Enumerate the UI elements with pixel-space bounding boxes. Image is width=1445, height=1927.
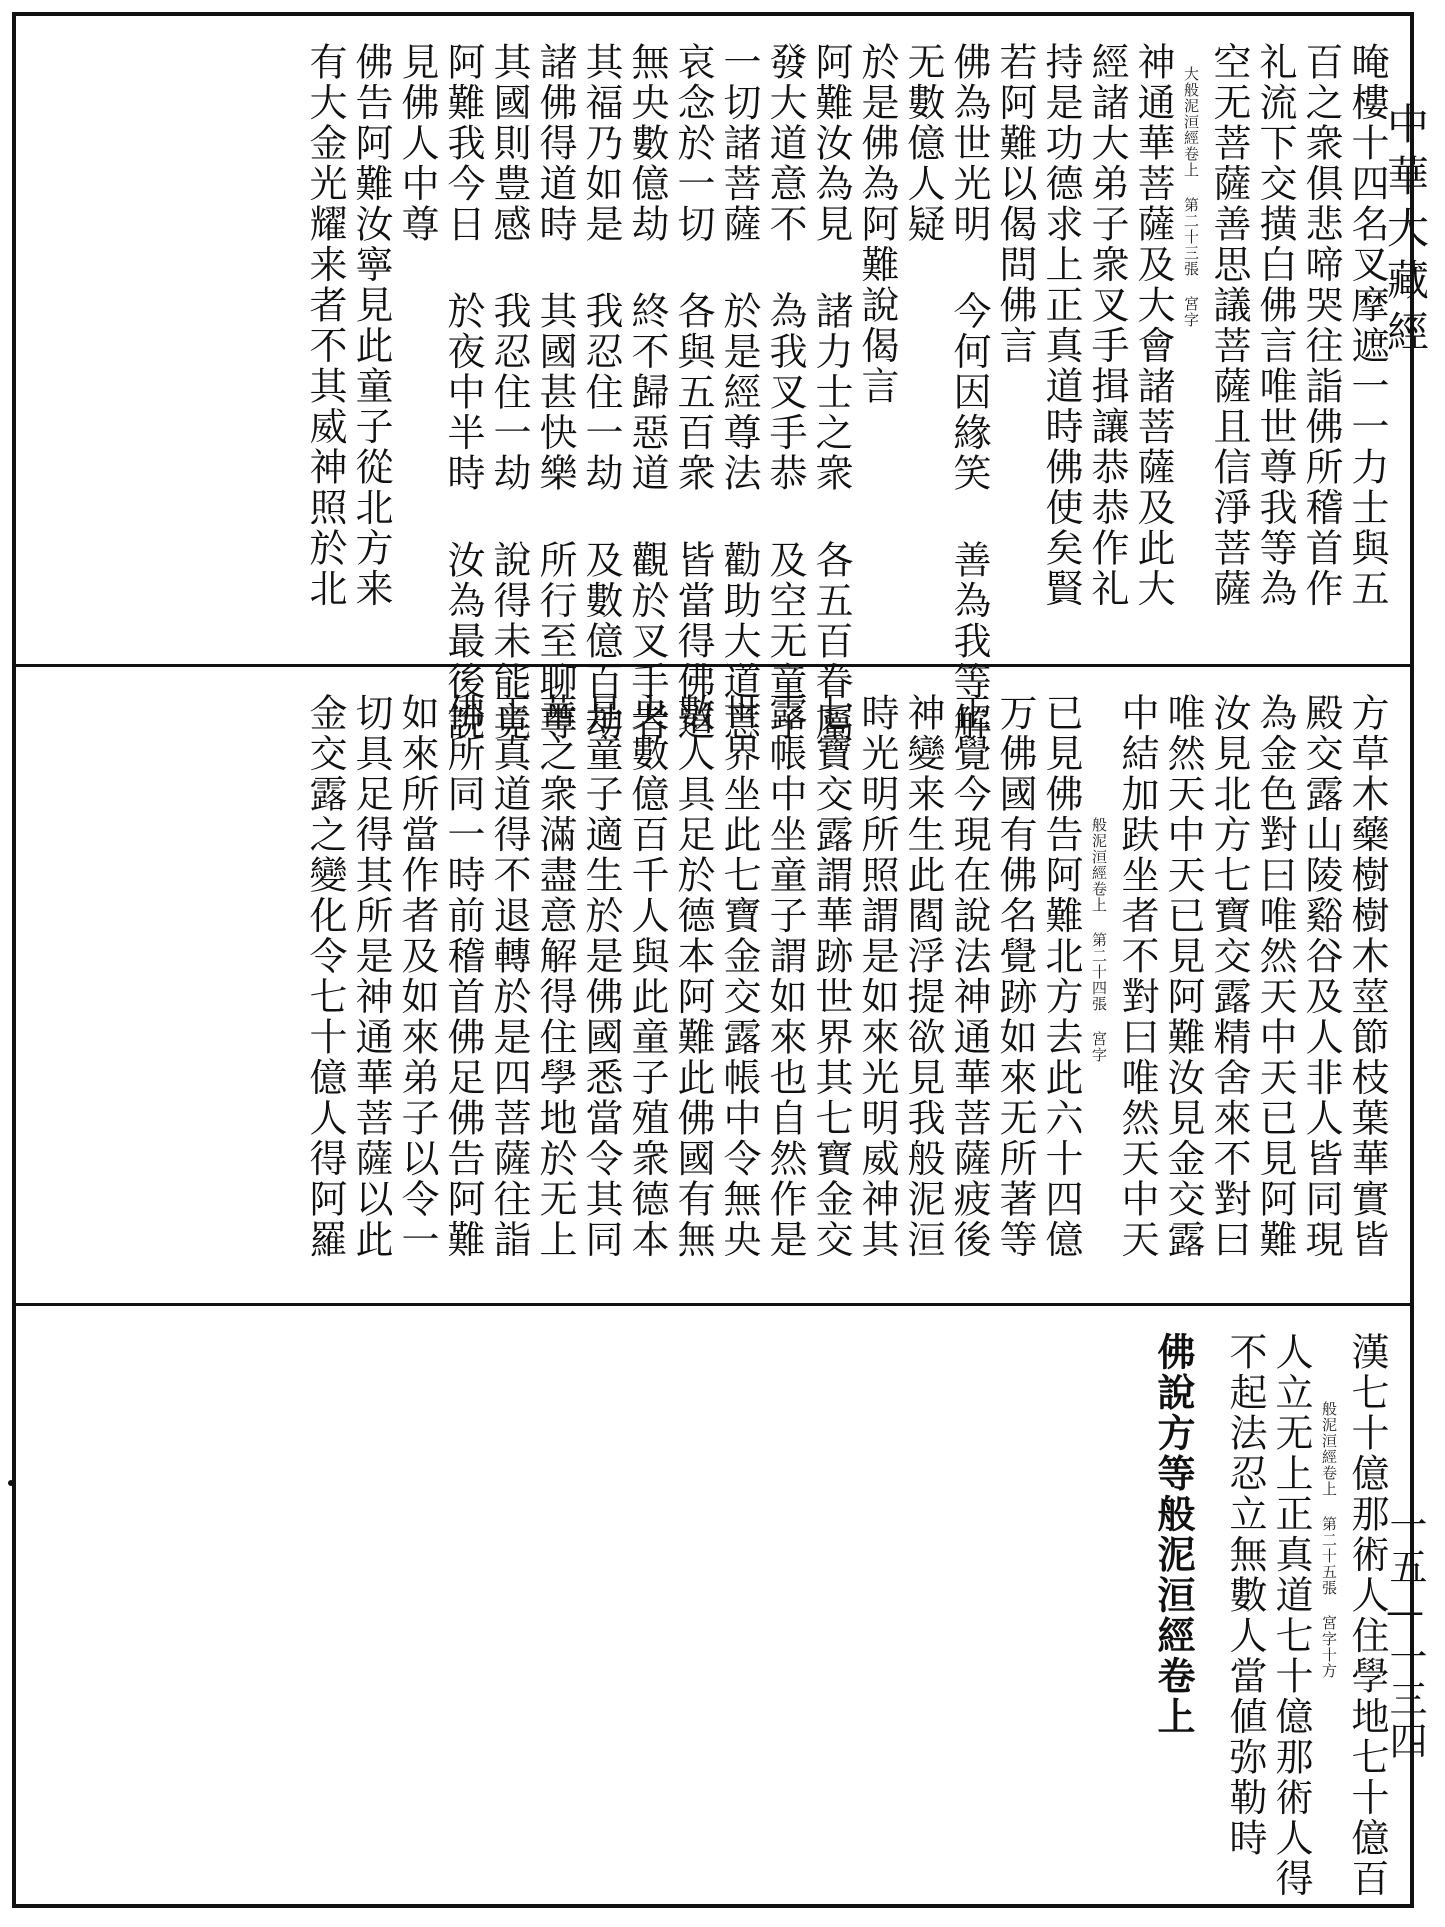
text-column: 於是佛為阿難說偈言 [855, 42, 899, 407]
text-column: 為金色對曰唯然天中天已見阿難 [1253, 693, 1297, 1260]
text-column: 無央數億劫 終不歸惡道 觀於叉手者 [625, 42, 669, 743]
text-column: 一切諸菩薩 於是經尊法 勸助大道意 [717, 42, 761, 743]
text-column: 露帳中坐童子謂如來也自然作是 [763, 693, 807, 1260]
text-column: 正覺今現在說法神通華菩薩疲後 [947, 693, 991, 1260]
text-column: 已見佛告阿難北方去此六十四億 [1039, 693, 1083, 1260]
scripture-title: 佛說方等般泥洹經卷上 [1151, 1332, 1196, 1737]
text-column: 汝見北方七寶交露精舍來不對曰 [1207, 693, 1251, 1260]
panel-bottom [16, 1306, 1410, 1904]
text-column: 无數億人疑 [901, 42, 945, 245]
text-column: 其福乃如是 我忍住一劫 及數億百劫 [579, 42, 623, 743]
text-column: 中結加趺坐者不對曰唯然天中天 [1115, 693, 1159, 1260]
page-frame [12, 12, 1414, 1908]
text-column: 是童子適生於是佛國悉當令其同 [579, 693, 623, 1260]
text-column: 哀念於一切 各與五百衆 皆當得佛道 [671, 42, 715, 743]
text-column: 諸佛得道時 其國甚快樂 所行至聊尊 [533, 42, 577, 743]
text-column: 万佛國有佛名覺跡如來无所著等 [993, 693, 1037, 1260]
text-column: 持是功德求上正真道時佛使矣賢 [1039, 42, 1083, 609]
text-column: 礼流下交撗白佛言唯世尊我等為 [1253, 42, 1297, 609]
scan-mark [8, 1480, 14, 1486]
text-column: 不起法忍立無數人當値弥勒時 [1223, 1332, 1267, 1859]
panel-middle-columns [302, 667, 1390, 1303]
margin-note: 大般泥洹經卷上 第二十三張 宮字 [1182, 66, 1200, 328]
page-number: 一五—一三四 [1383, 1505, 1427, 1763]
text-column: 晻樓十四名叉摩遮一一力士與五 [1345, 42, 1389, 609]
text-column: 見佛人中尊 [395, 42, 439, 245]
text-column: 百之衆俱悲啼哭往詣佛所稽首作 [1299, 42, 1343, 609]
text-column: 神變来生此閻浮提欲見我般泥洹 [901, 693, 945, 1260]
text-column: 發大道意不 為我叉手恭 及空无童子 [763, 42, 807, 743]
text-column: 佛為世光明 今何因緣笑 善為我等解 [947, 42, 991, 743]
text-column: 時光明所照謂是如來光明威神其 [855, 693, 899, 1260]
margin-note: 般泥洹經卷上 第二十五張 宮字十方 [1320, 1401, 1338, 1679]
panel-top [16, 16, 1410, 743]
text-column: 如來所當作者及如來弟子以令一 [395, 693, 439, 1260]
text-column: 七寶交露謂華跡世界其七寶金交 [809, 693, 853, 1260]
collection-title: 中華大藏經 [1381, 102, 1430, 362]
text-column: 神通華菩薩及大會諸菩薩及此大 [1131, 42, 1175, 609]
text-column: 空无菩薩善思議菩薩且信淨菩薩 [1207, 42, 1251, 609]
panel-top-columns [302, 16, 1390, 743]
text-column: 切具足得其所是神通華菩薩以此 [349, 693, 393, 1260]
text-column: 正真道得不退轉於是四菩薩往詣 [487, 693, 531, 1260]
text-column: 佛所同一時前稽首佛足佛告阿難 [441, 693, 485, 1260]
text-column: 阿難我今日 於夜中半時 汝為最後說 [441, 42, 485, 743]
text-column: 人立无上正真道七十億那術人得 [1269, 1332, 1313, 1899]
text-column: 若阿難以偈問佛言 [993, 42, 1037, 366]
panel-middle [16, 667, 1410, 1303]
text-column: 方草木藥樹樹木莖節枝葉華實皆 [1345, 693, 1389, 1260]
text-column: 世界坐此七寶金交露帳中令無央 [717, 693, 761, 1260]
margin-note: 般泥洹經卷上 第二十四張 宮字 [1090, 817, 1108, 1063]
text-column: 有大金光耀来者不其威神照於北 [303, 42, 347, 609]
text-column: 漢七十億那術人住學地七十億百 [1345, 1332, 1389, 1899]
text-column: 其國則豊感 我忍住一劫 說得未能竟 [487, 42, 531, 743]
text-column: 殿交露山陵谿谷及人非人皆同現 [1299, 693, 1343, 1260]
text-column: 阿難汝為見 諸力士之衆 各五百眷屬 [809, 42, 853, 743]
text-column: 數人具足於德本阿難此佛國有無 [671, 693, 715, 1260]
text-column: 唯然天中天已見阿難汝見金交露 [1161, 693, 1205, 1260]
panel-bottom-columns [1150, 1306, 1390, 1904]
text-column: 金交露之變化令七十億人得阿羅 [303, 693, 347, 1260]
text-column: 華之衆滿盡意解得住學地於无上 [533, 693, 577, 1260]
text-column: 佛告阿難汝寧見此童子從北方来 [349, 42, 393, 609]
text-column: 央數億百千人與此童子殖衆德本 [625, 693, 669, 1260]
text-column: 經諸大弟子衆叉手揖讓恭恭作礼 [1085, 42, 1129, 609]
